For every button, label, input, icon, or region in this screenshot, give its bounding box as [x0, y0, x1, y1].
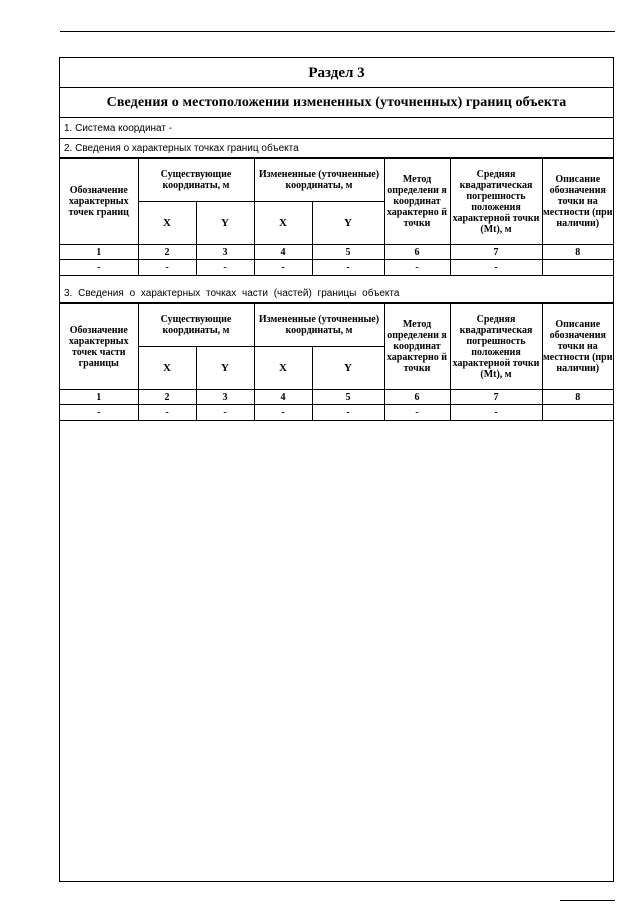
table-cell: - [312, 260, 384, 276]
table-cell: - [196, 260, 254, 276]
column-number: 1 [60, 245, 138, 260]
col-mean-error: Средняя квадратическая погрешность положения характерной точки (Mt), м [450, 304, 542, 390]
table-cell: - [312, 405, 384, 421]
col-existing-y: Y [196, 347, 254, 390]
col-description: Описание обозначения точки на местности (при наличии) [542, 159, 613, 245]
col-changed-coords: Измененные (уточненные) координаты, м [254, 159, 384, 202]
table-cell: - [384, 405, 450, 421]
column-number: 2 [138, 390, 196, 405]
table2-caption: 3. Сведения о характерных точках части (частей) границы объекта [60, 284, 613, 303]
col-mean-error: Средняя квадратическая погрешность положения характерной точки (Mt), м [450, 159, 542, 245]
table-cell [542, 260, 613, 276]
table-cell: - [450, 405, 542, 421]
coord-system-label: 1. Система координат - [60, 118, 613, 139]
col-existing-x: X [138, 202, 196, 245]
section-frame [59, 57, 614, 882]
col-existing-y: Y [196, 202, 254, 245]
bottom-rule [560, 900, 615, 901]
column-number: 6 [384, 390, 450, 405]
col-changed-x: X [254, 347, 312, 390]
col-existing-coords: Существующие координаты, м [138, 304, 254, 347]
table-cell: - [60, 260, 138, 276]
table-cell: - [254, 260, 312, 276]
part-boundary-points-table [60, 303, 613, 421]
column-number-row [60, 245, 613, 260]
column-number: 3 [196, 390, 254, 405]
table-row [60, 260, 613, 276]
col-method: Метод определени я координат характерно й точки [384, 159, 450, 245]
column-number: 3 [196, 245, 254, 260]
table-header-row [60, 304, 613, 347]
table-cell: - [254, 405, 312, 421]
column-number: 4 [254, 390, 312, 405]
table-row [60, 405, 613, 421]
column-number: 6 [384, 245, 450, 260]
section-subtitle: Сведения о местоположении измененных (уточненных) границ объекта [60, 88, 613, 118]
column-number: 5 [312, 390, 384, 405]
column-number: 7 [450, 245, 542, 260]
col-existing-coords: Существующие координаты, м [138, 159, 254, 202]
col-method: Метод определени я координат характерно й точки [384, 304, 450, 390]
col-point-label: Обозначение характерных точек границ [60, 159, 138, 245]
column-number: 2 [138, 245, 196, 260]
table-cell: - [450, 260, 542, 276]
top-rule [60, 31, 615, 32]
table-cell: - [60, 405, 138, 421]
column-number: 5 [312, 245, 384, 260]
col-changed-coords: Измененные (уточненные) координаты, м [254, 304, 384, 347]
col-description: Описание обозначения точки на местности (при наличии) [542, 304, 613, 390]
col-existing-x: X [138, 347, 196, 390]
table-header-row [60, 159, 613, 202]
column-number-row [60, 390, 613, 405]
col-point-label: Обозначение характерных точек части границы [60, 304, 138, 390]
table-cell: - [384, 260, 450, 276]
col-changed-y: Y [312, 347, 384, 390]
table-cell: - [138, 260, 196, 276]
column-number: 7 [450, 390, 542, 405]
section-title: Раздел 3 [60, 58, 613, 88]
column-number: 4 [254, 245, 312, 260]
boundary-points-table [60, 158, 613, 276]
column-number: 8 [542, 245, 613, 260]
table-cell: - [196, 405, 254, 421]
table-cell [542, 405, 613, 421]
col-changed-y: Y [312, 202, 384, 245]
table-cell: - [138, 405, 196, 421]
column-number: 8 [542, 390, 613, 405]
column-number: 1 [60, 390, 138, 405]
table1-caption: 2. Сведения о характерных точках границ объекта [60, 139, 613, 158]
col-changed-x: X [254, 202, 312, 245]
